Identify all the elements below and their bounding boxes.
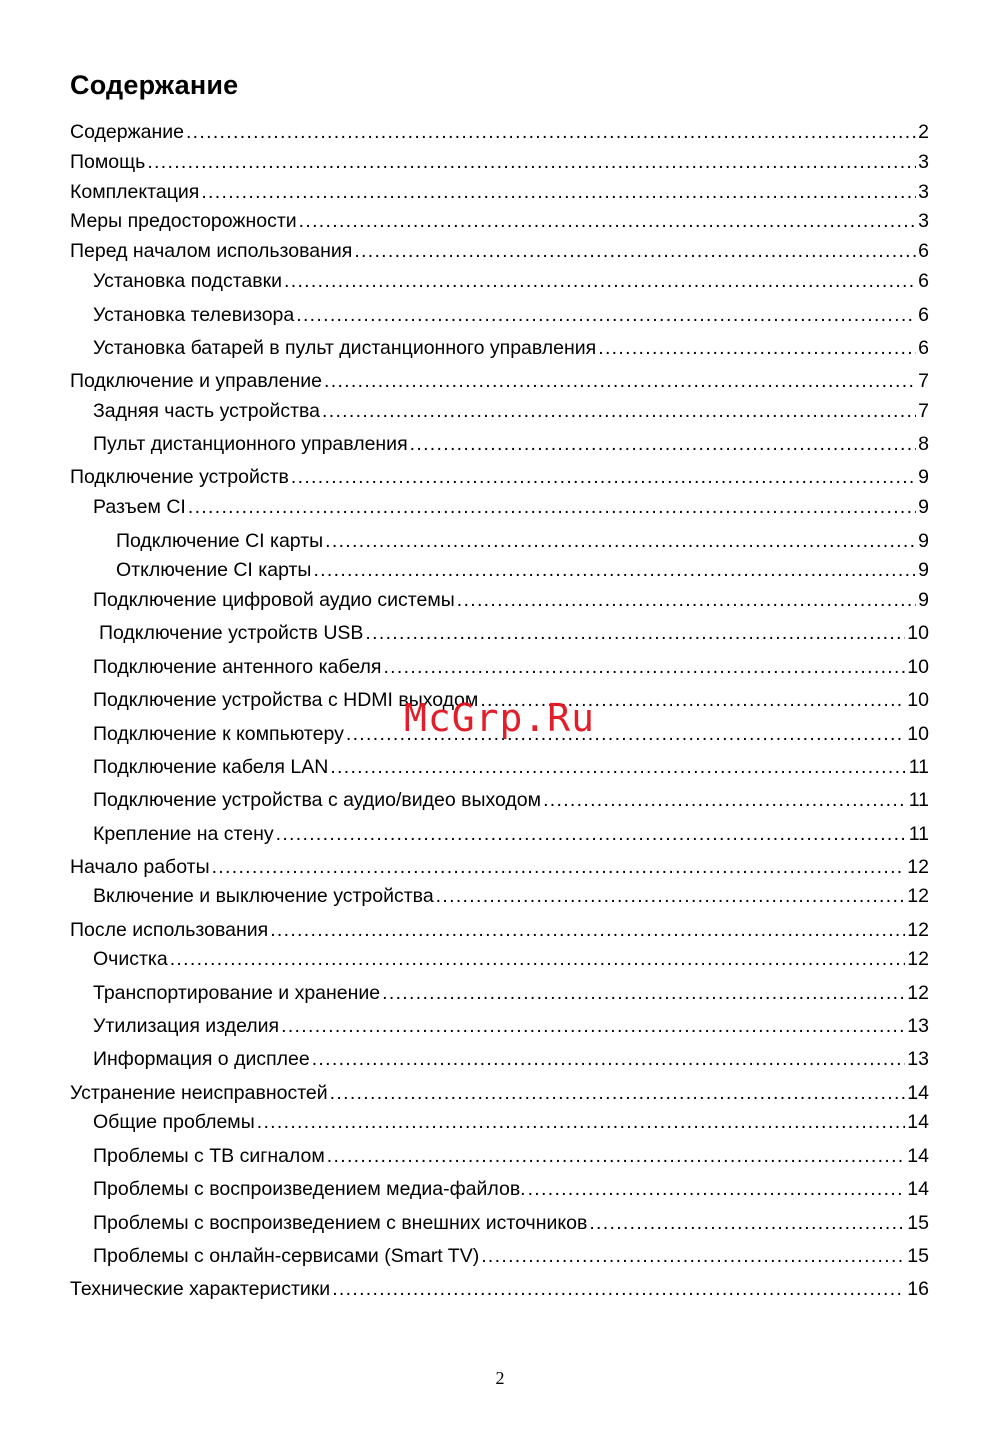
dot-leader: [201, 179, 916, 205]
toc-entry-label: Начало работы: [70, 856, 210, 878]
dot-leader: [481, 1243, 905, 1269]
dot-leader: [257, 1109, 906, 1135]
dot-leader: [276, 821, 907, 847]
dot-leader: [312, 1046, 906, 1072]
dot-leader: [327, 1143, 906, 1169]
toc-entry-page: 12: [907, 856, 929, 878]
dot-leader: [325, 528, 916, 554]
toc-entry[interactable]: [70, 238, 929, 264]
toc-subentry[interactable]: [70, 398, 929, 424]
dot-leader: [291, 464, 916, 490]
toc-entry-label: Подключение цифровой аудио системы: [93, 589, 455, 611]
toc-entry-label: Перед началом использования: [70, 240, 353, 262]
toc-entry-page: 9: [918, 559, 929, 581]
dot-leader: [299, 208, 917, 234]
toc-entry-label: Содержание: [70, 121, 184, 143]
toc-entry[interactable]: [70, 1276, 929, 1302]
toc-entry-label: Утилизация изделия: [93, 1015, 280, 1037]
toc-entry-label: Подключение CI карты: [116, 530, 324, 552]
toc-entry[interactable]: [70, 1080, 929, 1106]
toc-subentry[interactable]: [70, 787, 929, 813]
dot-leader: [270, 917, 905, 943]
toc-entry-page: 10: [907, 723, 929, 745]
toc-entry[interactable]: [70, 854, 929, 880]
toc-entry-label: Меры предосторожности: [70, 210, 297, 232]
toc-entry-page: 14: [907, 1145, 929, 1167]
dot-leader: [528, 1176, 906, 1202]
watermark: McGrp.Ru: [404, 696, 596, 740]
toc-subentry[interactable]: [70, 302, 929, 328]
toc-entry-page: 13: [907, 1015, 929, 1037]
dot-leader: [186, 119, 916, 145]
toc-entry-page: 3: [918, 151, 929, 173]
toc-entry-page: 6: [918, 337, 929, 359]
toc-entry-page: 12: [907, 982, 929, 1004]
dot-leader: [281, 1013, 905, 1039]
toc-subentry[interactable]: [70, 946, 929, 972]
toc-entry-label: После использования: [70, 919, 269, 941]
toc-entry[interactable]: [70, 208, 929, 234]
toc-entry-label: Общие проблемы: [93, 1111, 255, 1133]
toc-entry-label: Проблемы с ТВ сигналом: [93, 1145, 325, 1167]
dot-leader: [354, 238, 916, 264]
toc-entry-label: Подключение антенного кабеля: [93, 656, 382, 678]
dot-leader: [188, 494, 916, 520]
toc-entry-page: 3: [918, 181, 929, 203]
dot-leader: [322, 398, 916, 424]
toc-entry[interactable]: [70, 368, 929, 394]
toc-subentry[interactable]: [70, 754, 929, 780]
toc-entry-page: 14: [907, 1178, 929, 1200]
toc-entry[interactable]: [70, 179, 929, 205]
toc-subentry[interactable]: [70, 1210, 929, 1236]
toc-entry-label: Технические характеристики: [70, 1278, 331, 1300]
toc-entry-page: 6: [918, 304, 929, 326]
dot-leader: [543, 787, 907, 813]
toc-entry-label: Пульт дистанционного управления: [93, 433, 408, 455]
dot-leader: [170, 946, 906, 972]
page-title: Содержание: [70, 70, 239, 100]
toc-subentry[interactable]: [70, 1109, 929, 1135]
toc-entry-page: 11: [908, 823, 929, 845]
toc-entry-page: 9: [918, 589, 929, 611]
toc-subentry[interactable]: [70, 587, 929, 613]
toc-entry-page: 8: [918, 433, 929, 455]
toc-entry-label: Информация о дисплее: [93, 1048, 310, 1070]
toc-subentry[interactable]: [70, 268, 929, 294]
dot-leader: [598, 335, 916, 361]
dot-leader: [212, 854, 906, 880]
toc-entry-page: 3: [918, 210, 929, 232]
dot-leader: [296, 302, 916, 328]
toc-subentry[interactable]: [70, 494, 929, 520]
toc-entry-label: Проблемы с воспроизведением с внешних источников: [93, 1212, 588, 1234]
toc-entry-label: Помощь: [70, 151, 146, 173]
toc-entry-label: Установка батарей в пульт дистанционного управления: [93, 337, 597, 359]
toc-entry-page: 2: [918, 121, 929, 143]
dot-leader: [589, 1210, 905, 1236]
toc-entry-label: Установка подставки: [93, 270, 283, 292]
toc-entry-page: 14: [907, 1111, 929, 1133]
toc-entry-page: 6: [918, 270, 929, 292]
toc-subentry[interactable]: [70, 821, 929, 847]
toc-subentry[interactable]: [70, 335, 929, 361]
toc-entry-page: 6: [918, 240, 929, 262]
dot-leader: [313, 557, 916, 583]
toc-subentry[interactable]: [70, 1143, 929, 1169]
toc-entry-label: Подключение и управление: [70, 370, 323, 392]
toc-subentry[interactable]: [70, 431, 929, 457]
dot-leader: [436, 883, 906, 909]
dot-leader: [383, 654, 905, 680]
toc-entry-label: Установка телевизора: [93, 304, 295, 326]
toc-entry-label: Отключение CI карты: [116, 559, 312, 581]
toc-entry-page: 7: [918, 400, 929, 422]
toc-entry-label: Транспортирование и хранение: [93, 982, 381, 1004]
toc-entry-label: Задняя часть устройства: [93, 400, 321, 422]
toc-entry-page: 9: [918, 466, 929, 488]
toc-entry-page: 10: [907, 689, 929, 711]
toc-entry-label: Подключение к компьютеру: [93, 723, 344, 745]
toc-entry-label: Комплектация: [70, 181, 200, 203]
toc-entry-label: Проблемы с онлайн-сервисами (Smart TV): [93, 1245, 480, 1267]
toc-entry-label: Проблемы с воспроизведением медиа-файлов.: [93, 1178, 526, 1200]
toc-entry-label: Подключение кабеля LAN: [93, 756, 329, 778]
toc-entry-page: 13: [907, 1048, 929, 1070]
toc-entry[interactable]: [70, 464, 929, 490]
toc-subentry[interactable]: [70, 620, 929, 646]
toc-subentry[interactable]: [70, 1046, 929, 1072]
toc-entry-page: 12: [907, 885, 929, 907]
toc-entry-page: 9: [918, 530, 929, 552]
toc-entry-page: 12: [907, 919, 929, 941]
dot-leader: [410, 431, 917, 457]
toc-entry-page: 11: [908, 789, 929, 811]
toc-subsubentry[interactable]: [70, 528, 929, 554]
toc-entry-page: 11: [908, 756, 929, 778]
dot-leader: [284, 268, 916, 294]
toc-entry-page: 10: [907, 622, 929, 644]
dot-leader: [457, 587, 916, 613]
toc-entry[interactable]: [70, 119, 929, 145]
toc-entry-label: Разъем CI: [93, 496, 186, 518]
toc-subentry[interactable]: [70, 980, 929, 1006]
toc-entry-label: Крепление на стену: [93, 823, 274, 845]
toc-entry-page: 12: [907, 948, 929, 970]
toc-entry-label: Включение и выключение устройства: [93, 885, 434, 907]
page-number: 2: [495, 1368, 505, 1388]
dot-leader: [147, 149, 916, 175]
toc-entry-label: Подключение устройства с HDMI выходом: [93, 689, 479, 711]
toc-entry-page: 7: [918, 370, 929, 392]
toc-subentry[interactable]: [70, 883, 929, 909]
dot-leader: [330, 754, 906, 780]
toc-entry-page: 15: [907, 1212, 929, 1234]
dot-leader: [330, 1080, 906, 1106]
dot-leader: [382, 980, 905, 1006]
dot-leader: [365, 620, 905, 646]
dot-leader: [324, 368, 916, 394]
toc-entry-page: 14: [907, 1082, 929, 1104]
toc-entry[interactable]: [70, 149, 929, 175]
toc-subentry[interactable]: [70, 1013, 929, 1039]
toc-subentry[interactable]: [70, 1243, 929, 1269]
toc-entry-label: Подключение устройства с аудио/видео выходом: [93, 789, 542, 811]
toc-entry-label: Устранение неисправностей: [70, 1082, 328, 1104]
toc-entry-label: Подключение устройств USB: [99, 622, 364, 644]
toc-subentry[interactable]: [70, 654, 929, 680]
toc-entry-label: Очистка: [93, 948, 168, 970]
toc-subentry[interactable]: [70, 1176, 929, 1202]
toc-subsubentry[interactable]: [70, 557, 929, 583]
dot-leader: [332, 1276, 905, 1302]
toc-entry-page: 16: [907, 1278, 929, 1300]
toc-entry-page: 10: [907, 656, 929, 678]
toc-entry-page: 9: [918, 496, 929, 518]
toc-entry[interactable]: [70, 917, 929, 943]
toc-entry-page: 15: [907, 1245, 929, 1267]
toc-entry-label: Подключение устройств: [70, 466, 289, 488]
